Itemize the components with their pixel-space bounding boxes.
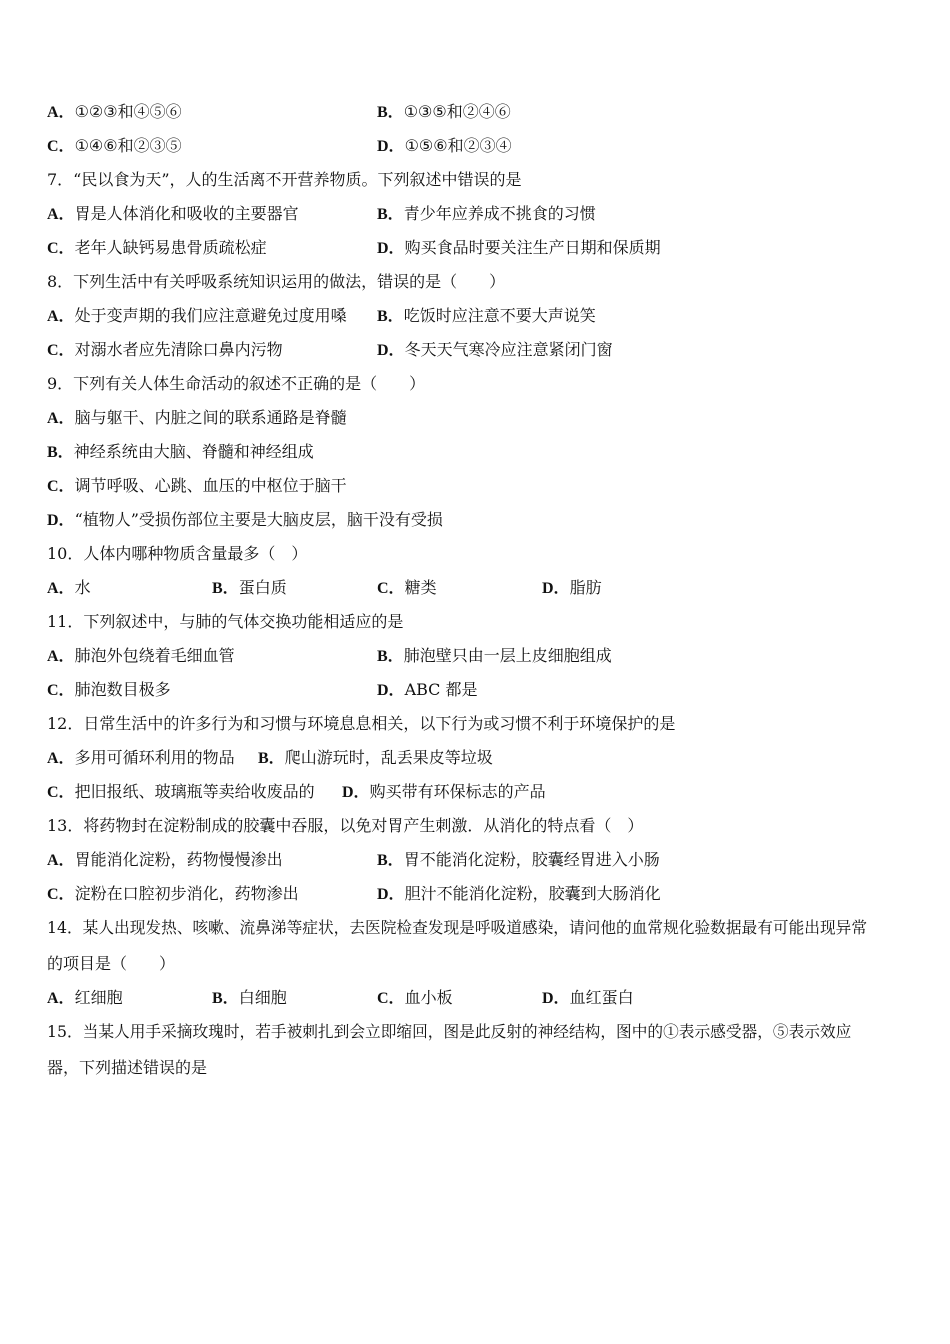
q7-option-c (47, 237, 267, 259)
option-label: C． (47, 138, 75, 155)
option-text: 调节呼吸、心跳、血压的中枢位于脑干 (74, 476, 347, 495)
option-label: C． (47, 240, 75, 257)
option-label: B． (377, 104, 404, 121)
q8-option-d (377, 339, 613, 361)
q8-stem: 8．下列生活中有关呼吸系统知识运用的做法，错误的是（ ） (47, 272, 506, 291)
q10-option-a (47, 577, 91, 599)
option-label: D． (47, 512, 75, 529)
option-text: 淀粉在口腔初步消化，药物渗出 (74, 884, 299, 903)
q14-stem-line-1: 14．某人出现发热、咳嗽、流鼻涕等症状，去医院检查发现是呼吸道感染，请问他的血常规化验数据最有可能出现异常 (47, 918, 868, 937)
option-text: 脑与躯干、内脏之间的联系通路是脊髓 (74, 408, 347, 427)
option-text: 肺泡壁只由一层上皮细胞组成 (403, 646, 612, 665)
option-label: B． (377, 206, 404, 223)
option-text: ①⑤⑥和②③④ (404, 136, 512, 155)
option-label: A． (47, 852, 75, 869)
option-text: 脂肪 (569, 578, 602, 597)
q12-option-a (47, 747, 235, 769)
option-text: 血红蛋白 (569, 988, 634, 1007)
option-text: 神经系统由大脑、脊髓和神经组成 (73, 442, 314, 461)
q14-option-b (212, 987, 287, 1009)
option-label: D． (377, 240, 405, 257)
option-text: 处于变声期的我们应注意避免过度用嗓 (74, 306, 347, 325)
option-text: 胃不能消化淀粉，胶囊经胃进入小肠 (403, 850, 660, 869)
q8-option-b (377, 305, 596, 327)
option-label: B． (258, 750, 285, 767)
q13-option-a (47, 849, 283, 871)
option-text: 青少年应养成不挑食的习惯 (403, 204, 596, 223)
q9-option-d (47, 509, 443, 531)
option-text: “植物人”受损伤部位主要是大脑皮层，脑干没有受损 (74, 510, 443, 529)
option-label: D． (377, 138, 405, 155)
option-label: A． (47, 648, 75, 665)
option-text: 胃是人体消化和吸收的主要器官 (74, 204, 299, 223)
q14-option-d (542, 987, 634, 1009)
option-label: C． (47, 682, 75, 699)
q10-stem: 10．人体内哪种物质含量最多（ ） (47, 544, 308, 563)
option-label: B． (377, 648, 404, 665)
q8-option-c (47, 339, 283, 361)
option-label: A． (47, 308, 75, 325)
q13-stem: 13．将药物封在淀粉制成的胶囊中吞服，以免对胃产生刺激．从消化的特点看（ ） (47, 816, 644, 835)
q6-option-d (377, 135, 512, 157)
option-label: D． (377, 682, 405, 699)
q9-option-c (47, 475, 347, 497)
option-text: 血小板 (404, 988, 453, 1007)
q10-option-c (377, 577, 437, 599)
option-text: ABC 都是 (404, 680, 478, 699)
q7-option-a (47, 203, 299, 225)
option-text: 吃饭时应注意不要大声说笑 (403, 306, 596, 325)
option-text: 白细胞 (238, 988, 287, 1007)
q15-stem-line-2: 器，下列描述错误的是 (47, 1058, 208, 1077)
option-label: C． (47, 342, 75, 359)
option-text: 胃能消化淀粉，药物慢慢渗出 (74, 850, 283, 869)
q13-option-c (47, 883, 299, 905)
q11-option-a (47, 645, 235, 667)
option-text: 冬天天气寒冷应注意紧闭门窗 (404, 340, 613, 359)
option-text: 红细胞 (74, 988, 123, 1007)
q11-stem: 11．下列叙述中，与肺的气体交换功能相适应的是 (47, 612, 404, 631)
q9-stem: 9．下列有关人体生命活动的叙述不正确的是（ ） (47, 374, 426, 393)
q10-option-b (212, 577, 287, 599)
option-label: C． (47, 886, 75, 903)
option-text: 把旧报纸、玻璃瓶等卖给收废品的 (74, 782, 315, 801)
option-text: 肺泡外包绕着毛细血管 (74, 646, 235, 665)
q14-option-c (377, 987, 453, 1009)
option-text: 水 (74, 578, 91, 597)
q14-option-a (47, 987, 123, 1009)
option-label: A． (47, 206, 75, 223)
q11-option-c (47, 679, 171, 701)
option-text: 购买食品时要关注生产日期和保质期 (404, 238, 661, 257)
option-label: B． (212, 990, 239, 1007)
option-label: A． (47, 580, 75, 597)
q7-option-b (377, 203, 596, 225)
option-label: B． (377, 852, 404, 869)
option-text: 多用可循环利用的物品 (74, 748, 235, 767)
option-label: D． (377, 342, 405, 359)
option-text: 糖类 (404, 578, 437, 597)
q11-option-b (377, 645, 612, 667)
option-label: B． (212, 580, 239, 597)
option-label: A． (47, 104, 75, 121)
option-label: C． (377, 580, 405, 597)
option-label: A． (47, 410, 75, 427)
option-text: 老年人缺钙易患骨质疏松症 (74, 238, 267, 257)
option-label: D． (342, 784, 370, 801)
option-label: C． (47, 478, 75, 495)
option-text: ①④⑥和②③⑤ (74, 136, 182, 155)
q12-option-c (47, 781, 315, 803)
option-label: D． (377, 886, 405, 903)
q9-option-b (47, 441, 314, 463)
option-label: A． (47, 990, 75, 1007)
q15-stem-line-1: 15．当某人用手采摘玫瑰时，若手被刺扎到会立即缩回，图是此反射的神经结构，图中的①表示感受器，⑤表示效应 (47, 1022, 852, 1041)
q8-option-a (47, 305, 347, 327)
option-label: B． (377, 308, 404, 325)
q7-stem: 7．“民以食为天”，人的生活离不开营养物质。下列叙述中错误的是 (47, 170, 522, 189)
q6-option-c (47, 135, 182, 157)
q14-stem-line-2: 的项目是（ ） (47, 954, 176, 973)
q12-stem: 12．日常生活中的许多行为和习惯与环境息息相关，以下行为或习惯不利于环境保护的是 (47, 714, 676, 733)
option-text: 肺泡数目极多 (74, 680, 171, 699)
q13-option-d (377, 883, 661, 905)
option-text: ①②③和④⑤⑥ (74, 102, 182, 121)
option-text: 购买带有环保标志的产品 (369, 782, 546, 801)
q12-option-b (258, 747, 493, 769)
option-label: D． (542, 580, 570, 597)
option-label: C． (377, 990, 405, 1007)
option-text: 对溺水者应先清除口鼻内污物 (74, 340, 283, 359)
q6-option-b (377, 101, 511, 123)
option-text: 胆汁不能消化淀粉，胶囊到大肠消化 (404, 884, 661, 903)
option-text: 爬山游玩时，乱丢果皮等垃圾 (284, 748, 493, 767)
option-label: C． (47, 784, 75, 801)
option-label: D． (542, 990, 570, 1007)
q9-option-a (47, 407, 347, 429)
option-label: B． (47, 444, 74, 461)
option-text: 蛋白质 (238, 578, 287, 597)
q10-option-d (542, 577, 602, 599)
option-label: A． (47, 750, 75, 767)
q11-option-d (377, 679, 478, 701)
q13-option-b (377, 849, 660, 871)
q7-option-d (377, 237, 661, 259)
option-text: ①③⑤和②④⑥ (403, 102, 511, 121)
q12-option-d (342, 781, 546, 803)
q6-option-a (47, 101, 182, 123)
